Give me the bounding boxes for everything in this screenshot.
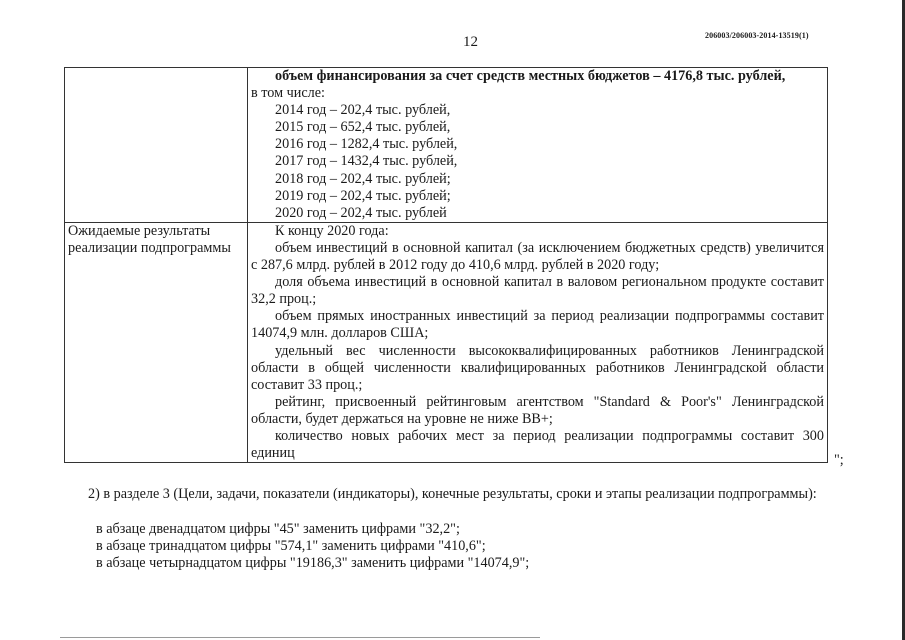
closing-quote: "; <box>834 452 844 468</box>
result-foreign-investment: объем прямых иностранных инвестиций за период реализации подпрограммы составит 14074,9 млн. долларов США; <box>251 308 824 342</box>
amendment-12: в абзаце двенадцатом цифры "45" заменить цифрами "32,2"; <box>96 521 460 537</box>
funding-intro <box>251 68 824 85</box>
funding-year-2019: 2019 год – 202,4 тыс. рублей; <box>275 187 451 204</box>
results-lead: К концу 2020 года: <box>275 222 389 239</box>
results-label: Ожидаемые результаты реализации подпрограммы <box>65 222 248 462</box>
amendment-14: в абзаце четырнадцатом цифры "19186,3" заменить цифрами "14074,9"; <box>96 555 530 572</box>
funding-intro-amount: 4176,8 тыс. рублей, <box>663 68 786 84</box>
funding-year-2015: 2015 год – 652,4 тыс. рублей, <box>275 119 451 136</box>
section-3-text: 2) в разделе 3 (Цели, задачи, показатели (индикаторы), конечные результаты, сроки и этапы реализации подпрограммы): <box>88 486 817 502</box>
funding-year-2018: 2018 год – 202,4 тыс. рублей; <box>275 170 451 187</box>
document-code: 206003/206003-2014-13519(1) <box>705 31 809 40</box>
result-qualified-workers: удельный вес численности высококвалифицированных работников Ленинградской области в общей численности квалифицированных работников Ленинградской области составит 33 проц.; <box>251 342 824 393</box>
section-3-paragraph <box>64 486 840 503</box>
funding-intro-text: объем финансирования за счет средств местных бюджетов – <box>275 68 664 84</box>
funding-year-2020: 2020 год – 202,4 тыс. рублей <box>275 204 447 221</box>
funding-year-2017: 2017 год – 1432,4 тыс. рублей, <box>275 153 458 170</box>
result-investment-share: доля объема инвестиций в основной капитал в валовом региональном продукте составит 32,2 проц.; <box>251 274 824 308</box>
funding-row <box>65 68 828 223</box>
funding-label-cell <box>65 68 248 223</box>
result-investment: объем инвестиций в основной капитал (за исключением бюджетных средств) увеличится с 287,6 млрд. рублей в 2012 году до 410,6 млрд. рублей в 2020 году; <box>251 239 824 274</box>
result-credit-rating: рейтинг, присвоенный рейтинговым агентством "Standard & Poor's" Ленинградской области, будет держаться на уровне не ниже ВВ+; <box>251 393 824 427</box>
subprogram-passport-table <box>64 67 828 463</box>
results-cell <box>248 222 828 462</box>
funding-cell <box>248 68 828 223</box>
result-new-jobs: количество новых рабочих мест за период реализации подпрограммы составит 300 единиц <box>251 427 824 462</box>
page-edge-bottom <box>60 637 540 638</box>
amendment-13: в абзаце тринадцатом цифры "574,1" заменить цифрами "410,6"; <box>96 538 486 555</box>
funding-year-2014: 2014 год – 202,4 тыс. рублей, <box>275 102 451 119</box>
funding-in-that: в том числе: <box>251 85 325 102</box>
results-row <box>65 222 828 462</box>
page-number: 12 <box>463 34 478 50</box>
amendments-list <box>64 521 840 572</box>
funding-year-2016: 2016 год – 1282,4 тыс. рублей, <box>275 136 458 153</box>
